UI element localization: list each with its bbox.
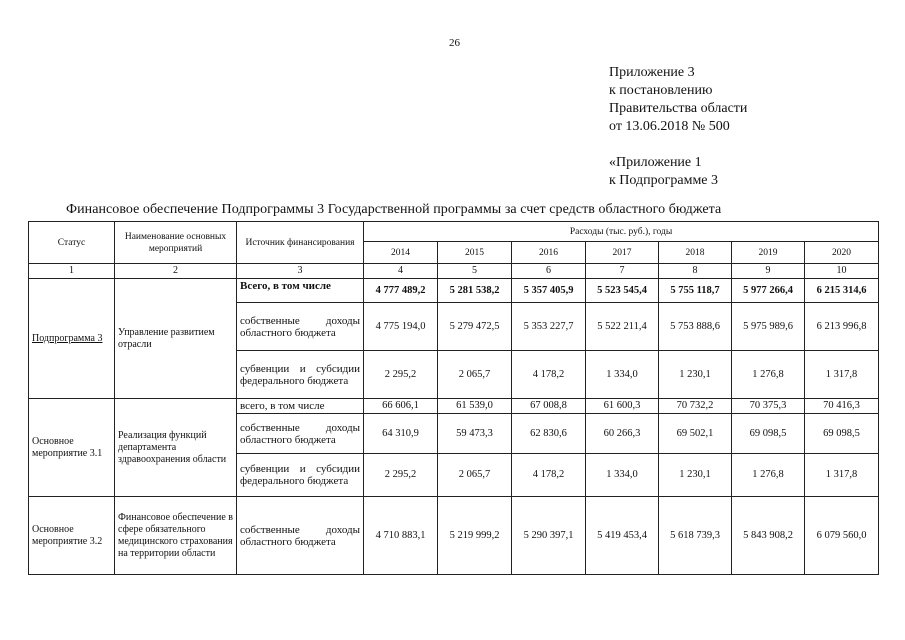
status-cell: [29, 279, 115, 399]
appendix-line: Приложение 3: [609, 65, 695, 80]
expense-value-cell: 5 522 211,4: [586, 303, 659, 351]
header-expenses: Расходы (тыс. руб.), годы: [364, 222, 879, 242]
expense-value-cell: 1 317,8: [805, 454, 879, 497]
funding-source-cell: Всего, в том числе: [237, 279, 364, 303]
page-number: 26: [449, 37, 460, 49]
activity-name-cell: Реализация функций департамента здравоохранения области: [115, 399, 237, 497]
column-number: 10: [805, 264, 879, 279]
expense-value-cell: 5 353 227,7: [512, 303, 586, 351]
column-number: 7: [586, 264, 659, 279]
table-row: [29, 497, 879, 575]
expense-value-cell: 5 618 739,3: [659, 497, 732, 575]
expense-value-cell: 5 279 472,5: [438, 303, 512, 351]
expense-value-cell: 60 266,3: [586, 414, 659, 454]
funding-source-cell: субвенции и субсидии федерального бюджета: [237, 454, 364, 497]
appendix-line: от 13.06.2018 № 500: [609, 119, 730, 134]
activity-name-cell: Управление развитием отрасли: [115, 279, 237, 399]
expense-value-cell: 1 317,8: [805, 351, 879, 399]
expense-value-cell: 67 008,8: [512, 399, 586, 414]
header-year: 2020: [805, 242, 879, 264]
expense-value-cell: 5 753 888,6: [659, 303, 732, 351]
status-text[interactable]: Подпрограмма 3: [32, 332, 103, 344]
funding-source-cell: всего, в том числе: [237, 399, 364, 414]
expense-value-cell: 1 276,8: [732, 351, 805, 399]
header-year: 2018: [659, 242, 732, 264]
expense-value-cell: 66 606,1: [364, 399, 438, 414]
appendix-line: к постановлению: [609, 83, 713, 98]
header-year: 2019: [732, 242, 805, 264]
activity-name-cell: Финансовое обеспечение в сфере обязательного медицинского страхования на территории области: [115, 497, 237, 575]
document-title: Финансовое обеспечение Подпрограммы 3 Государственной программы за счет средств областного бюджета: [66, 202, 722, 217]
expense-value-cell: 4 775 194,0: [364, 303, 438, 351]
expense-value-cell: 70 732,2: [659, 399, 732, 414]
appendix-line: «Приложение 1: [609, 155, 702, 170]
expense-value-cell: 62 830,6: [512, 414, 586, 454]
column-number: 8: [659, 264, 732, 279]
status-text: Основное мероприятие 3.1: [32, 435, 103, 459]
column-number: 6: [512, 264, 586, 279]
expense-value-cell: 5 357 405,9: [512, 279, 586, 303]
table-row: [29, 399, 879, 414]
expense-value-cell: 61 539,0: [438, 399, 512, 414]
expense-value-cell: 2 065,7: [438, 454, 512, 497]
financing-table: [28, 221, 879, 575]
column-number: 9: [732, 264, 805, 279]
expense-value-cell: 4 710 883,1: [364, 497, 438, 575]
expense-value-cell: 70 416,3: [805, 399, 879, 414]
expense-value-cell: 5 219 999,2: [438, 497, 512, 575]
expense-value-cell: 4 178,2: [512, 351, 586, 399]
column-number: 2: [115, 264, 237, 279]
expense-value-cell: 1 230,1: [659, 351, 732, 399]
expense-value-cell: 5 419 453,4: [586, 497, 659, 575]
funding-source-cell: собственные доходы областного бюджета: [237, 303, 364, 351]
header-source: Источник финансирования: [237, 222, 364, 264]
expense-value-cell: 5 977 266,4: [732, 279, 805, 303]
expense-value-cell: 6 079 560,0: [805, 497, 879, 575]
expense-value-cell: 5 975 989,6: [732, 303, 805, 351]
expense-value-cell: 4 777 489,2: [364, 279, 438, 303]
funding-source-cell: собственные доходы областного бюджета: [237, 497, 364, 575]
expense-value-cell: 2 295,2: [364, 351, 438, 399]
expense-value-cell: 4 178,2: [512, 454, 586, 497]
expense-value-cell: 70 375,3: [732, 399, 805, 414]
expense-value-cell: 5 290 397,1: [512, 497, 586, 575]
expense-value-cell: 69 098,5: [732, 414, 805, 454]
expense-value-cell: 2 065,7: [438, 351, 512, 399]
status-text: Основное мероприятие 3.2: [32, 523, 103, 547]
appendix-line: к Подпрограмме 3: [609, 173, 719, 188]
expense-value-cell: 69 502,1: [659, 414, 732, 454]
header-name: Наименование основных мероприятий: [115, 222, 237, 264]
funding-source-cell: собственные доходы областного бюджета: [237, 414, 364, 454]
header-year: 2017: [586, 242, 659, 264]
expense-value-cell: 69 098,5: [805, 414, 879, 454]
expense-value-cell: 61 600,3: [586, 399, 659, 414]
expense-value-cell: 1 334,0: [586, 351, 659, 399]
expense-value-cell: 59 473,3: [438, 414, 512, 454]
expense-value-cell: 1 230,1: [659, 454, 732, 497]
expense-value-cell: 6 215 314,6: [805, 279, 879, 303]
expense-value-cell: 1 334,0: [586, 454, 659, 497]
expense-value-cell: 5 755 118,7: [659, 279, 732, 303]
table-row: [29, 279, 879, 303]
appendix-line: Правительства области: [609, 101, 748, 116]
funding-source-cell: субвенции и субсидии федерального бюджета: [237, 351, 364, 399]
appendix-block: [609, 64, 747, 190]
expense-value-cell: 6 213 996,8: [805, 303, 879, 351]
status-cell: [29, 399, 115, 497]
status-cell: [29, 497, 115, 575]
expense-value-cell: 1 276,8: [732, 454, 805, 497]
header-status: Статус: [29, 222, 115, 264]
header-year: 2015: [438, 242, 512, 264]
expense-value-cell: 5 281 538,2: [438, 279, 512, 303]
header-year: 2014: [364, 242, 438, 264]
expense-value-cell: 2 295,2: [364, 454, 438, 497]
column-number: 4: [364, 264, 438, 279]
column-number: 3: [237, 264, 364, 279]
expense-value-cell: 5 843 908,2: [732, 497, 805, 575]
column-number: 1: [29, 264, 115, 279]
expense-value-cell: 64 310,9: [364, 414, 438, 454]
expense-value-cell: 5 523 545,4: [586, 279, 659, 303]
column-number: 5: [438, 264, 512, 279]
header-year: 2016: [512, 242, 586, 264]
